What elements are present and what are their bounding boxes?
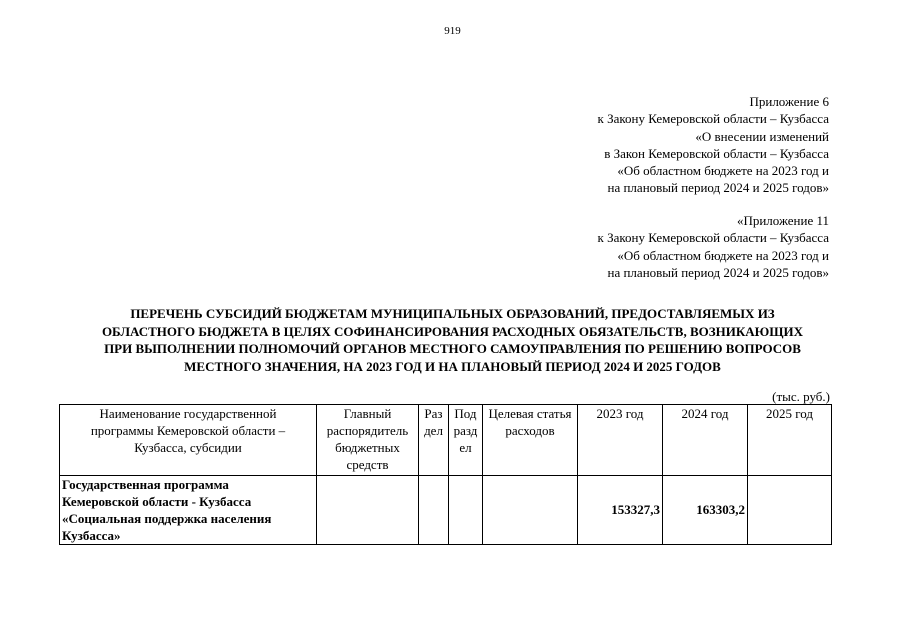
table-row <box>60 476 832 545</box>
header-budget-manager: Главный распорядитель бюджетных средств <box>317 405 419 476</box>
appendix-line: Приложение 6 <box>749 94 829 109</box>
appendix-line: к Закону Кемеровской области – Кузбасса <box>597 111 829 127</box>
title-line: ПЕРЕЧЕНЬ СУБСИДИЙ БЮДЖЕТАМ МУНИЦИПАЛЬНЫХ ОБРАЗОВАНИЙ, ПРЕДОСТАВЛЯЕМЫХ ИЗ <box>130 306 775 321</box>
program-name-cell: Государственная программа Кемеровской области - Кузбасса «Социальная поддержка населения Кузбасса» <box>60 476 317 545</box>
units-label: (тыс. руб.) <box>772 389 830 404</box>
appendix-line: «Об областном бюджете на 2023 год и <box>617 247 829 263</box>
appendix-11-reference <box>598 212 830 281</box>
appendix-line: в Закон Кемеровской области – Кузбасса <box>604 145 829 161</box>
page-number: 919 <box>444 25 461 37</box>
appendix-line: «Приложение 11 <box>736 213 829 228</box>
document-title <box>40 305 865 375</box>
header-2025: 2025 год <box>748 405 832 476</box>
header-subsection: Под разд ел <box>449 405 483 476</box>
title-line: ОБЛАСТНОГО БЮДЖЕТА В ЦЕЛЯХ СОФИНАНСИРОВАНИЯ РАСХОДНЫХ ОБЯЗАТЕЛЬСТВ, ВОЗНИКАЮЩИХ <box>101 323 804 339</box>
header-program: Наименование государственной программы Кемеровской области – Кузбасса, субсидии <box>60 405 317 476</box>
appendix-line: на плановый период 2024 и 2025 годов» <box>607 180 829 196</box>
section-cell <box>419 476 449 545</box>
appendix-line: «О внесении изменений <box>695 128 829 144</box>
header-2023: 2023 год <box>578 405 663 476</box>
header-target-article: Целевая статья расходов <box>483 405 578 476</box>
budget-manager-cell <box>317 476 419 545</box>
appendix-line: к Закону Кемеровской области – Кузбасса <box>597 230 829 246</box>
table-header-row <box>60 405 832 476</box>
header-section: Раз дел <box>419 405 449 476</box>
amount-2024-cell: 163303,2 <box>663 476 748 545</box>
header-2024: 2024 год <box>663 405 748 476</box>
appendix-line: на плановый период 2024 и 2025 годов» <box>607 264 829 280</box>
appendix-6-reference <box>598 93 830 197</box>
subsidies-table <box>59 404 832 545</box>
title-line: МЕСТНОГО ЗНАЧЕНИЯ, НА 2023 ГОД И НА ПЛАНОВЫЙ ПЕРИОД 2024 И 2025 ГОДОВ <box>184 358 721 374</box>
subsection-cell <box>449 476 483 545</box>
appendix-line: «Об областном бюджете на 2023 год и <box>617 163 829 179</box>
target-article-cell <box>483 476 578 545</box>
title-line: ПРИ ВЫПОЛНЕНИИ ПОЛНОМОЧИЙ ОРГАНОВ МЕСТНОГО САМОУПРАВЛЕНИЯ ПО РЕШЕНИЮ ВОПРОСОВ <box>104 341 801 356</box>
amount-2023-cell: 153327,3 <box>578 476 663 545</box>
amount-2025-cell <box>748 476 832 545</box>
